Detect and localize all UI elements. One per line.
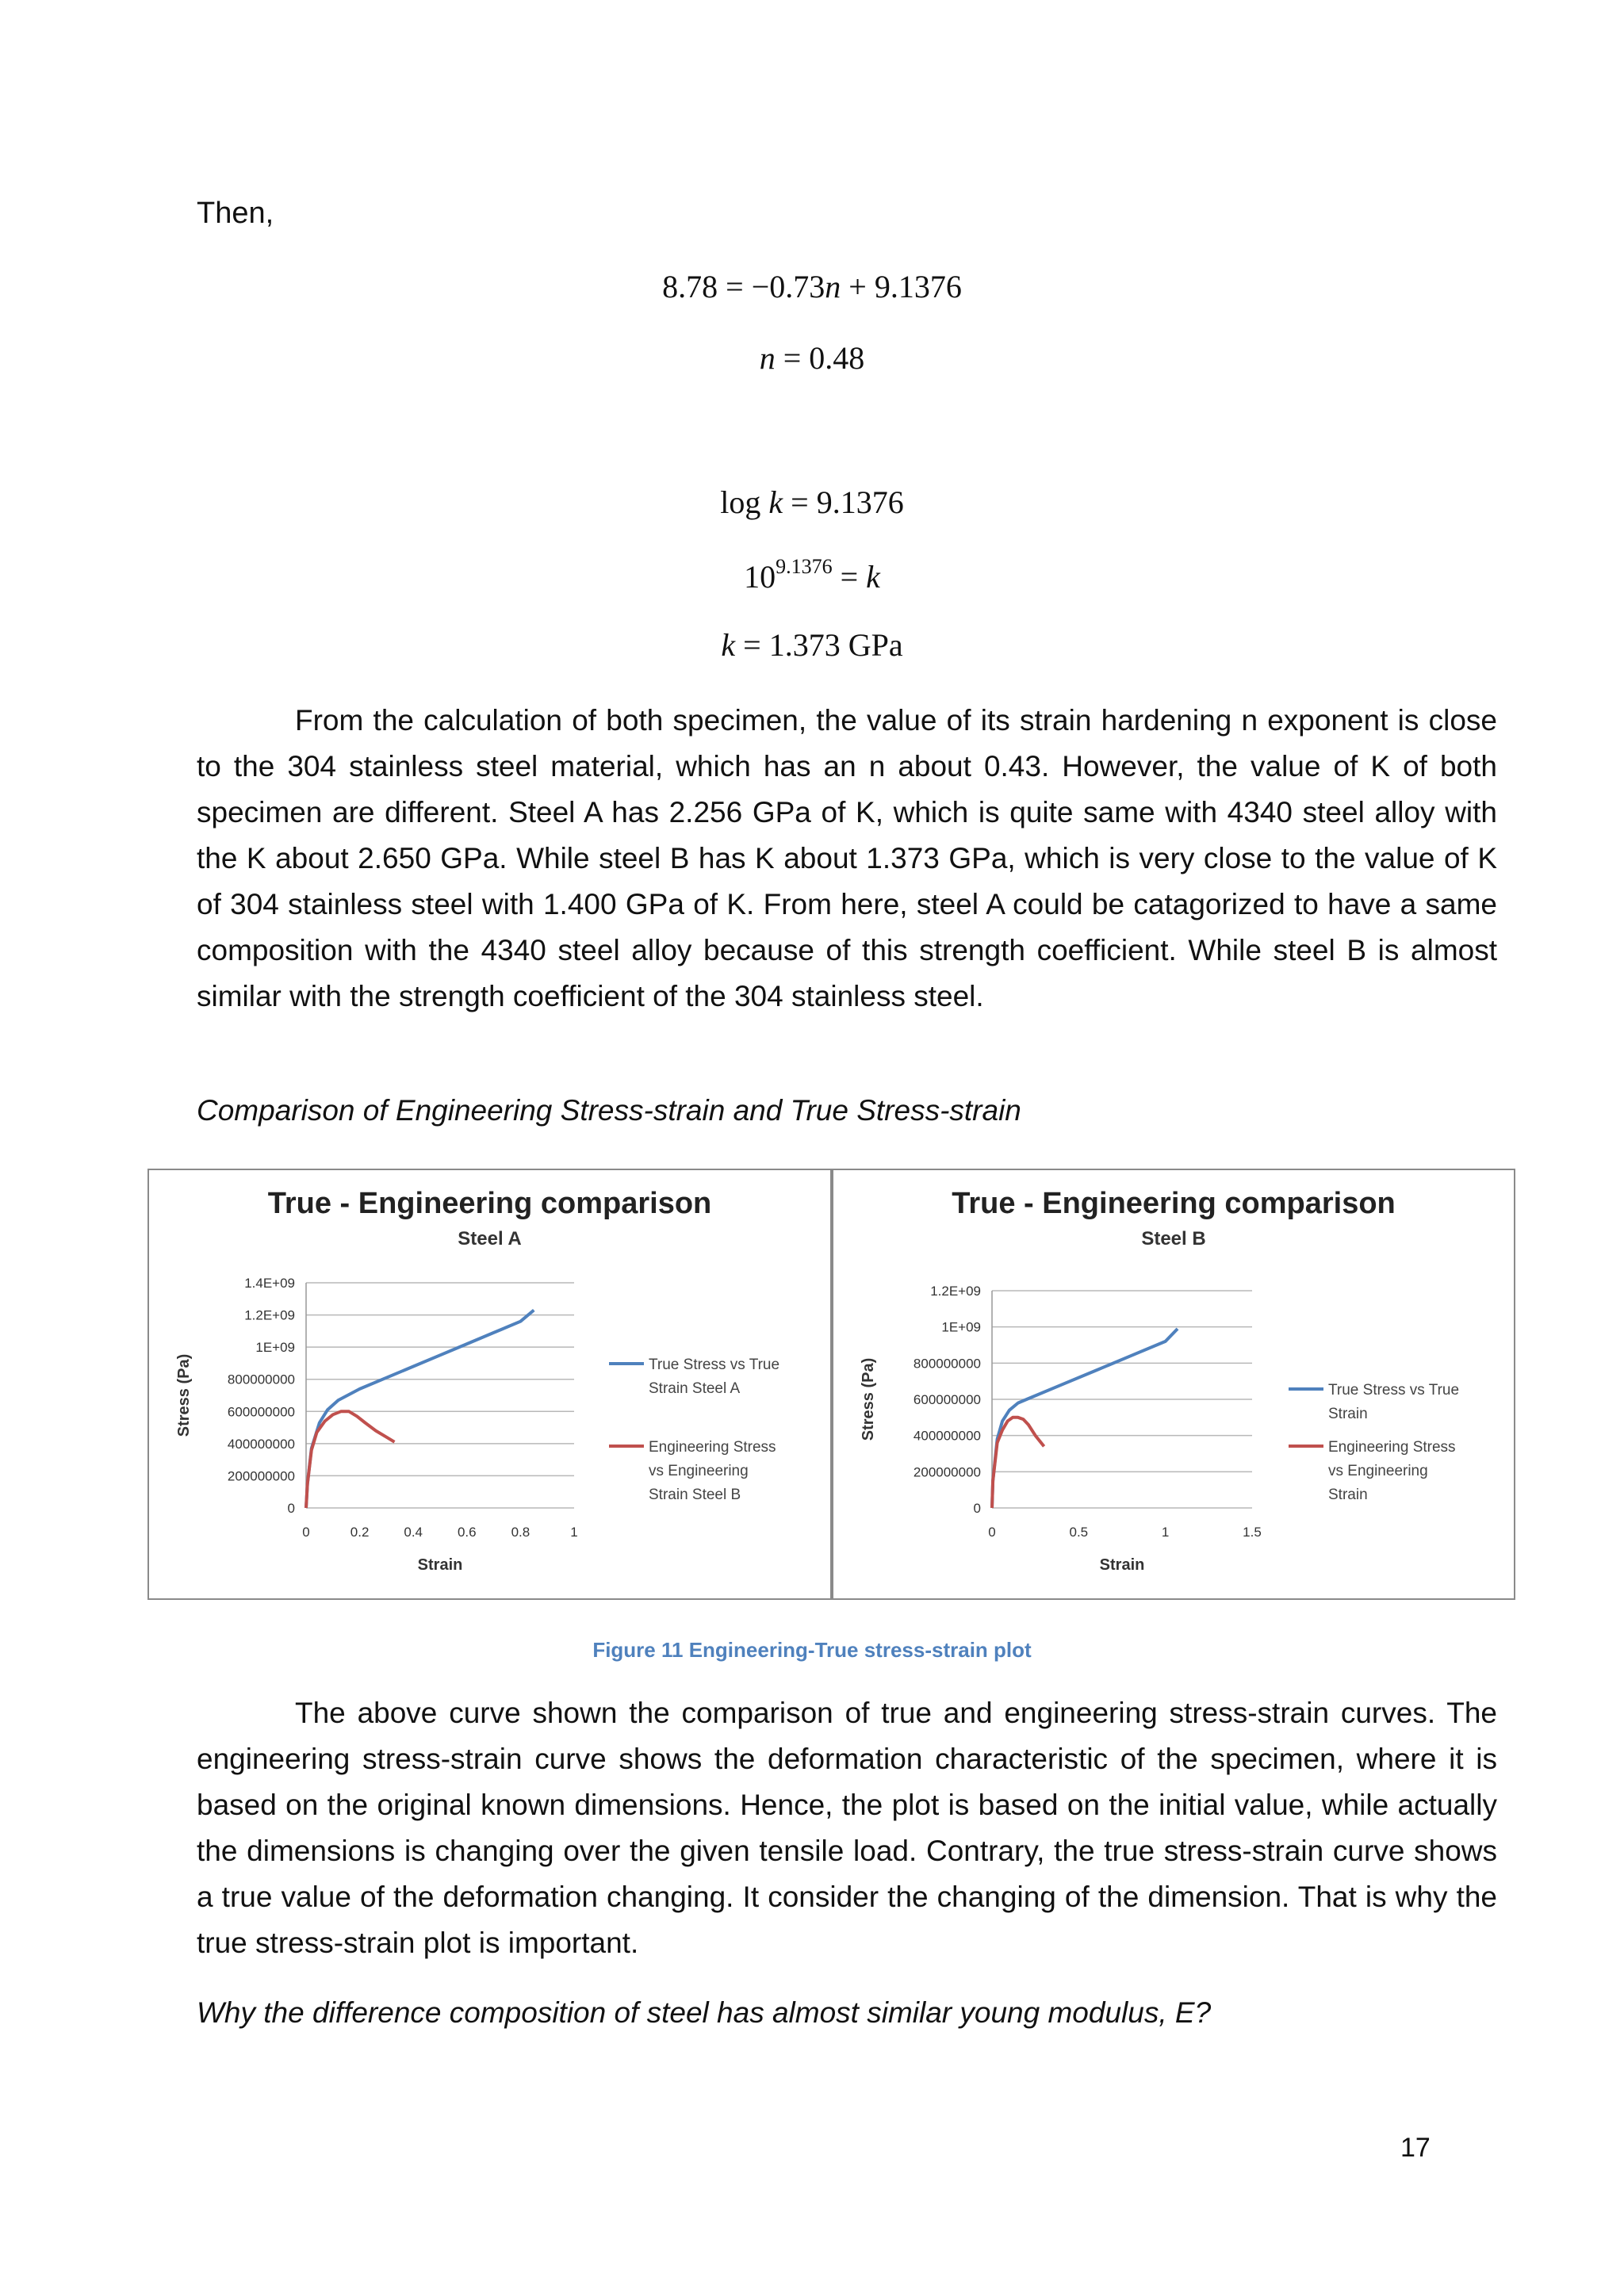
legend-label: Engineering Stress vs Engineering Strain [1328,1439,1456,1503]
chart-title: True - Engineering comparison [952,1187,1396,1220]
x-tick-label: 1.5 [1243,1525,1262,1540]
y-tick-label: 200000000 [227,1468,295,1484]
chart-steel-b [832,1169,1515,1600]
chart-subtitle: Steel B [1141,1228,1206,1249]
chart-steel-b-svg [833,1170,1514,1598]
y-axis-label: Stress (Pa) [860,1357,877,1441]
x-tick-label: 0.4 [404,1525,423,1540]
y-tick-label: 1.2E+09 [244,1307,295,1323]
x-tick-label: 0 [988,1525,996,1540]
intro-text: Then, [197,197,274,230]
y-tick-label: 600000000 [913,1392,981,1407]
equation-1: 8.78 = −0.73n + 9.1376 [662,269,962,304]
paragraph-curve-comparison: The above curve shown the comparison of true and engineering stress-strain curves. The engineering stress-strain curve shows the deformation characteristic of the specimen, where it is based on the original known dimensions. Hence, the plot is based on the initial value, while actually the dimensions is changing over the given tensile load. Contrary, the true stress-strain curve shows a true value of the deformation changing. It consider the changing of the dimension. That is why the true stress-strain plot is important. [197,1697,1497,1959]
series-line-true-stress [306,1311,534,1509]
y-tick-label: 1E+09 [941,1319,981,1335]
y-tick-label: 1.4E+09 [244,1276,295,1291]
y-tick-label: 600000000 [227,1404,295,1420]
equation-3: log k = 9.1376 [720,484,904,520]
chart-steel-a [147,1169,832,1600]
chart-title: True - Engineering comparison [267,1187,712,1220]
y-tick-label: 800000000 [913,1356,981,1372]
section-heading-comparison: Comparison of Engineering Stress-strain and True Stress-strain [197,1094,1021,1127]
y-tick-label: 0 [973,1501,981,1516]
x-tick-label: 0.5 [1069,1525,1089,1540]
x-tick-label: 0.8 [511,1525,530,1540]
legend-label: True Stress vs True Strain [1328,1382,1460,1422]
x-tick-label: 0 [302,1525,310,1540]
equation-2: n = 0.48 [759,340,865,376]
x-tick-label: 0.2 [350,1525,370,1540]
y-tick-label: 1.2E+09 [930,1284,981,1299]
chart-subtitle: Steel A [458,1228,522,1249]
x-axis-label: Strain [1099,1556,1145,1574]
chart-steel-a-svg [149,1170,830,1598]
x-tick-label: 1 [1161,1525,1170,1540]
page-number: 17 [1400,2133,1431,2163]
figure-caption: Figure 11 Engineering-True stress-strain plot [592,1638,1032,1662]
equation-4: $10^{9.1376} = k$ [744,555,880,595]
y-tick-label: 400000000 [913,1428,981,1444]
x-tick-label: 1 [570,1525,578,1540]
equation-5: k = 1.373 GPa [721,627,903,663]
y-tick-label: 400000000 [227,1436,295,1452]
y-tick-label: 200000000 [913,1464,981,1480]
y-tick-label: 800000000 [227,1372,295,1387]
x-axis-label: Strain [417,1556,463,1574]
paragraph-strain-hardening: From the calculation of both specimen, the value of its strain hardening n exponent is close to the 304 stainless steel material, which has an n about 0.43. However, the value of K of both specimen are different. Steel A has 2.256 GPa of K, which is quite same with 4340 steel alloy with the K about 2.650 GPa. While steel B has K about 1.373 GPa, which is very close to the value of K of 304 stainless steel with 1.400 GPa of K. From here, steel A could be catagorized to have a same composition with the 4340 steel alloy because of this strength coefficient. While steel B is almost similar with the strength coefficient of the 304 stainless steel. [197,704,1497,1012]
x-tick-label: 0.6 [457,1525,477,1540]
y-tick-label: 0 [287,1501,295,1516]
y-tick-label: 1E+09 [255,1340,295,1356]
y-axis-label: Stress (Pa) [175,1353,193,1437]
section-heading-young-modulus: Why the difference composition of steel has almost similar young modulus, E? [197,1996,1212,2029]
legend-label: Engineering Stress vs Engineering Strain Steel B [649,1439,776,1503]
legend-label: True Stress vs True Strain Steel A [649,1357,780,1397]
